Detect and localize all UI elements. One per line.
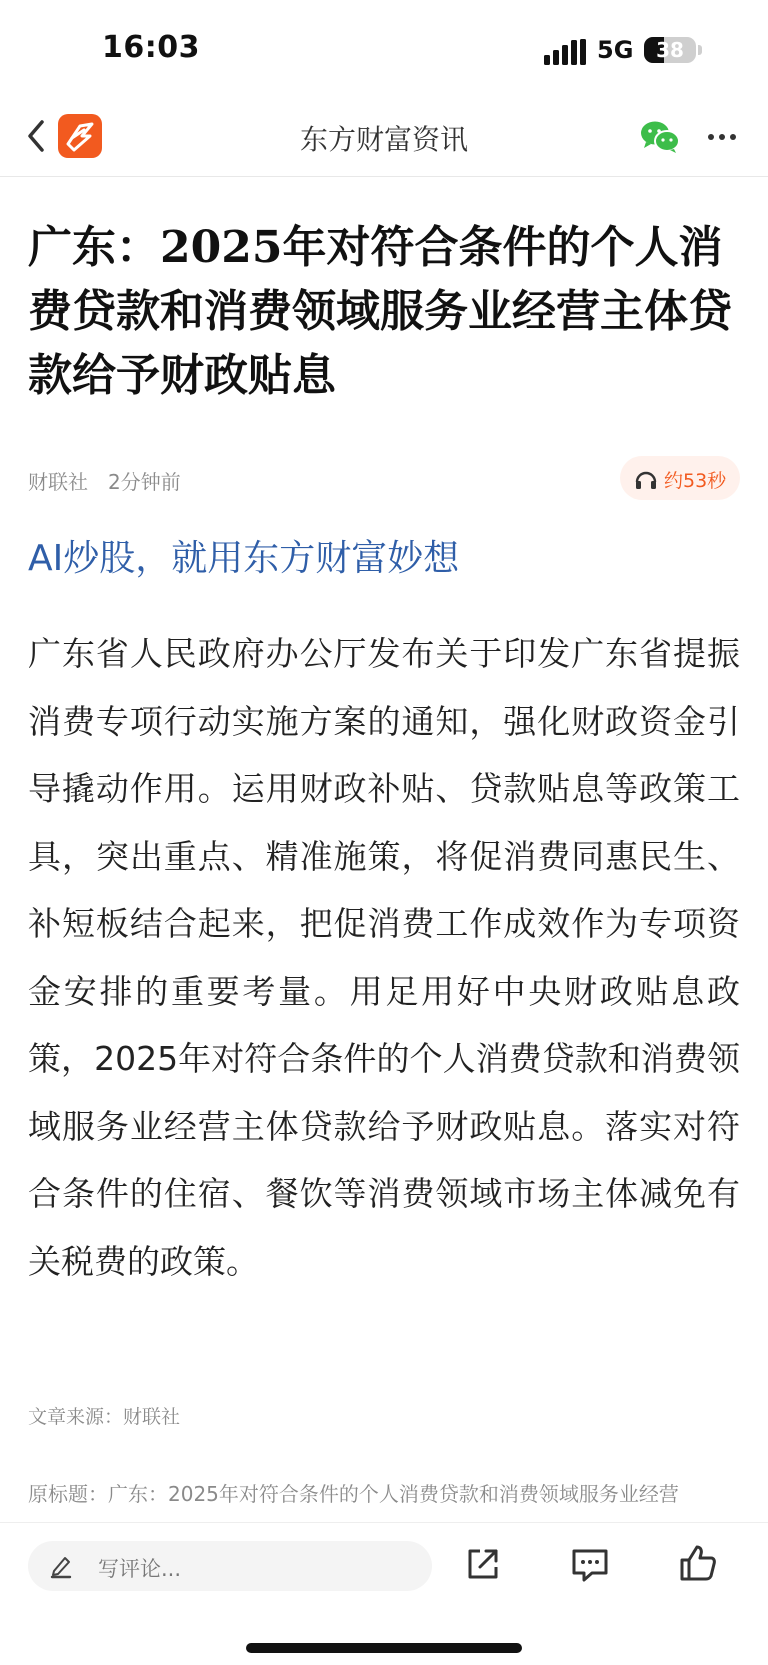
source-value: 财联社	[123, 1406, 181, 1428]
article-meta	[28, 456, 740, 504]
comment-input[interactable]	[28, 1541, 432, 1591]
logo-icon	[58, 114, 102, 158]
share-icon[interactable]	[464, 1545, 502, 1583]
comments-icon[interactable]	[570, 1545, 610, 1583]
source-label: 文章来源：	[28, 1406, 124, 1428]
promo-link[interactable]: AI炒股，就用东方财富妙想	[28, 538, 460, 579]
status-bar	[0, 0, 768, 96]
status-time: 16:03	[102, 30, 200, 65]
pencil-icon	[48, 1553, 74, 1579]
original-title: 原标题：广东：2025年对符合条件的个人消费贷款和消费领域服务业经营	[28, 1482, 679, 1506]
thumbs-up-icon[interactable]	[678, 1543, 718, 1583]
audio-duration: 约53秒	[664, 470, 727, 492]
article-body: 广东省人民政府办公厅发布关于印发广东省提振消费专项行动实施方案的通知，强化财政资金引导撬动作用。运用财政补贴、贷款贴息等政策工具，突出重点、精准施策，将促消费同惠民生、补短板结合起来，把促消费工作成效作为专项资金安排的重要考量。用足用好中央财政贴息政策，2025年对符合条件的个人消费贷款和消费领域服务业经营主体贷款给予财政贴息。落实对符合条件的住宿、餐饮等消费领域市场主体减免有关税费的政策。	[28, 634, 740, 1281]
more-icon[interactable]	[706, 122, 738, 152]
article-source-line	[28, 1402, 180, 1429]
nav-title: 东方财富资讯	[299, 123, 468, 156]
battery-icon	[644, 37, 696, 63]
article-source: 财联社	[28, 470, 88, 494]
battery-level: 38	[656, 38, 684, 62]
article-time: 2分钟前	[108, 470, 181, 494]
signal-icon	[544, 39, 588, 65]
nav-bar	[0, 100, 768, 177]
home-indicator	[246, 1643, 522, 1653]
wechat-icon[interactable]	[640, 120, 680, 154]
bottom-action-bar	[0, 1522, 768, 1665]
comment-placeholder: 写评论...	[98, 1557, 182, 1581]
network-type: 5G	[597, 36, 634, 64]
article-title: 广东：2025年对符合条件的个人消费贷款和消费领域服务业经营主体贷款给予财政贴息	[28, 222, 732, 401]
headphones-icon	[634, 468, 658, 490]
listen-audio-button[interactable]	[620, 456, 740, 500]
app-logo[interactable]	[58, 114, 102, 158]
chevron-left-icon[interactable]	[20, 114, 54, 158]
battery-tip	[698, 45, 702, 55]
